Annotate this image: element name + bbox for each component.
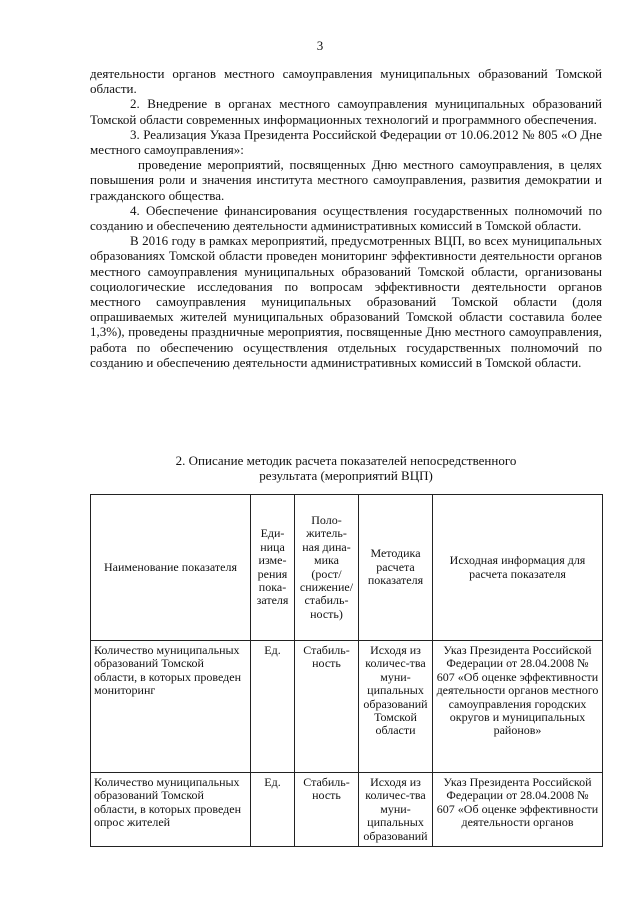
metrics-table <box>90 494 603 847</box>
header-cell: Еди-ница изме-рения пока-зателя <box>251 495 295 641</box>
header-cell: Исходная информация для расчета показателя <box>433 495 603 641</box>
cell-name: Количество муниципальных образований Томской области, в которых проведен опрос жителей <box>91 773 251 847</box>
table-row <box>91 641 603 773</box>
cell-method: Исходя из количес-тва муни-ципальных образований Томской области <box>359 641 433 773</box>
header-cell: Поло-житель-ная дина-мика (рост/ снижение/ стабиль-ность) <box>295 495 359 641</box>
section-title-line: 2. Описание методик расчета показателей непосредственного <box>175 453 517 468</box>
table-header-row <box>91 495 603 641</box>
paragraph: деятельности органов местного самоуправления муниципальных образований Томской области. <box>90 66 602 97</box>
cell-unit: Ед. <box>251 773 295 847</box>
cell-method: Исходя из количес-тва муни-ципальных образований <box>359 773 433 847</box>
body-text <box>90 66 602 370</box>
paragraph: 2. Внедрение в органах местного самоуправления муниципальных образований Томской области современных информационных технологий и программного обеспечения. <box>90 96 602 127</box>
cell-source: Указ Президента Российской Федерации от 28.04.2008 № 607 «Об оценке эффективности деятельности органов <box>433 773 603 847</box>
page-number: 3 <box>316 38 324 53</box>
paragraph: 4. Обеспечение финансирования осуществления государственных полномочий по созданию и обеспечению деятельности административных комиссий в Томской области. <box>90 202 602 234</box>
cell-source: Указ Президента Российской Федерации от 28.04.2008 № 607 «Об оценке эффективности деятельности органов местного самоуправления городских округов и муниципальных районов» <box>433 641 603 773</box>
paragraph: В 2016 году в рамках мероприятий, предусмотренных ВЦП, во всех муниципальных образованиях Томской области проведен мониторинг эффективности деятельности органов местного самоуправления муниципальных образований Томской области, организованы социологические исследования по вопросам эффективности деятельности органов местного самоуправления муниципальных образований Томской области (доля опрашиваемых жителей муниципальных образований Томской области составила более 1,3%), проведены праздничные мероприятия, посвященные Дню местного самоуправления, работа по обеспечению осуществления отдельных государственных полномочий по созданию и обеспечению деятельности административных комиссий в Томской области. <box>90 233 602 370</box>
cell-unit: Ед. <box>251 641 295 773</box>
paragraph: проведение мероприятий, посвященных Дню местного самоуправления, в целях повышения роли и значения института местного самоуправления, развития демократии и гражданского общества. <box>90 157 602 203</box>
section-title-line: результата (мероприятий ВЦП) <box>259 468 433 484</box>
cell-name: Количество муниципальных образований Томской области, в которых проведен мониторинг <box>91 641 251 773</box>
section-title <box>90 453 602 483</box>
header-cell: Наименование показателя <box>91 495 251 641</box>
cell-dynamics: Стабиль-ность <box>295 641 359 773</box>
header-cell: Методика расчета показателя <box>359 495 433 641</box>
cell-dynamics: Стабиль-ность <box>295 773 359 847</box>
paragraph: 3. Реализация Указа Президента Российской Федерации от 10.06.2012 № 805 «О Дне местного самоуправления»: <box>90 126 602 158</box>
table-row <box>91 773 603 847</box>
